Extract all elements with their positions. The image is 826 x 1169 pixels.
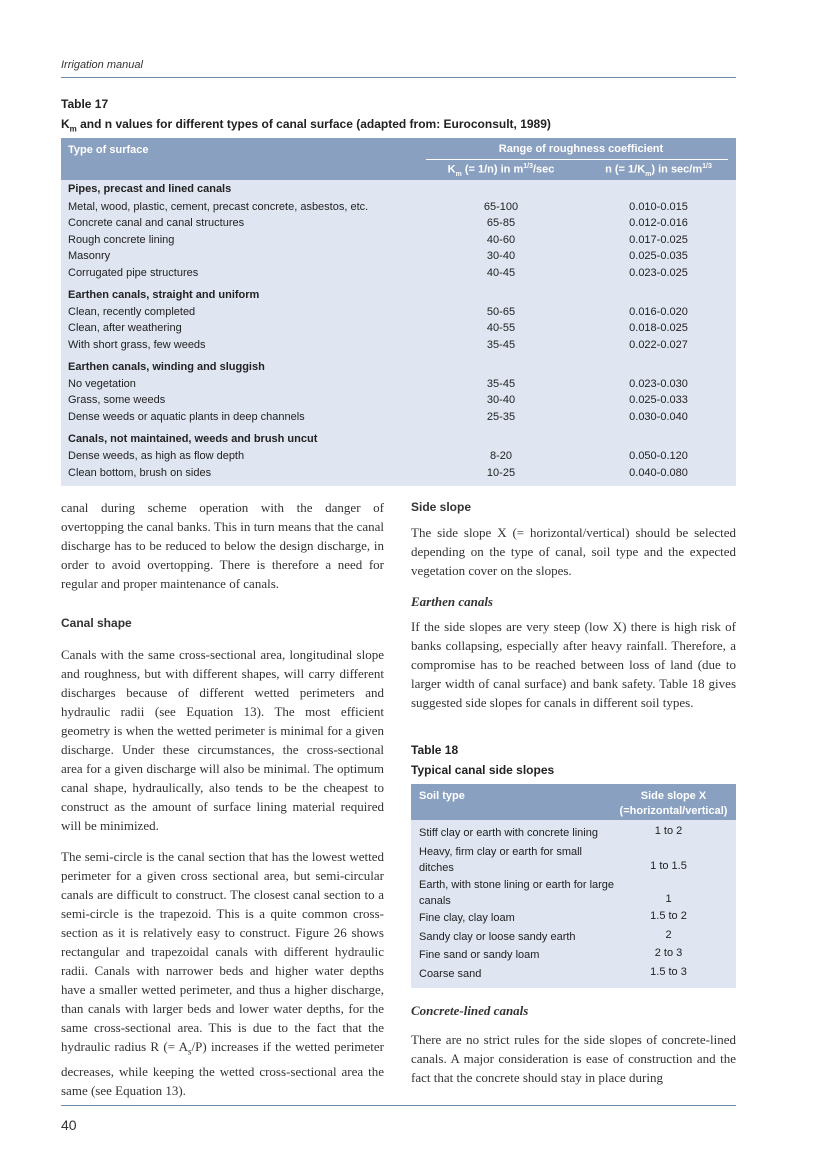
cell-n: 0.022-0.027 bbox=[629, 339, 688, 351]
table-row bbox=[61, 266, 736, 282]
table18-label: Table 18 bbox=[411, 743, 459, 757]
cell-n: 0.030-0.040 bbox=[629, 411, 688, 423]
paragraph: The side slope X (= horizontal/vertical) should be selected depending on the type of canal, soil type and the expected vegetation cover on the slopes. bbox=[411, 525, 736, 578]
cell-type: Dense weeds or aquatic plants in deep channels bbox=[68, 411, 305, 423]
group-heading: Earthen canals, straight and uniform bbox=[68, 289, 260, 301]
cell-soil: Fine sand or sandy loam bbox=[419, 949, 540, 961]
cell-n: 0.010-0.015 bbox=[629, 201, 688, 213]
cell-slope: 1 to 2 bbox=[654, 825, 683, 837]
cell-km: 30-40 bbox=[486, 250, 516, 262]
table-row bbox=[61, 216, 736, 232]
table-row bbox=[61, 393, 736, 409]
cell-type: Corrugated pipe structures bbox=[68, 267, 199, 279]
cell-n: 0.018-0.025 bbox=[629, 322, 688, 334]
cell-soil: Stiff clay or earth with concrete lining bbox=[419, 827, 598, 839]
cell-type: With short grass, few weeds bbox=[68, 339, 206, 351]
cell-n: 0.023-0.030 bbox=[629, 378, 688, 390]
table17 bbox=[61, 138, 736, 486]
cell-km: 8-20 bbox=[489, 450, 513, 462]
cell-type: Rough concrete lining bbox=[68, 234, 175, 246]
cell-km: 35-45 bbox=[486, 378, 516, 390]
group-heading: Earthen canals, winding and sluggish bbox=[68, 361, 265, 373]
cell-km: 50-65 bbox=[486, 306, 516, 318]
col-header-n: n (= $1/K_m$) in $\sec/m^{1/3}$ bbox=[605, 163, 712, 178]
section-heading-canal-shape: Canal shape bbox=[61, 616, 132, 630]
header-divider bbox=[426, 159, 728, 160]
col-header-slope: Side slope X (=horizontal/vertical) bbox=[619, 790, 728, 817]
cell-type: Masonry bbox=[68, 250, 111, 262]
cell-type: Concrete canal and canal structures bbox=[68, 217, 245, 229]
cell-soil: Earth, with stone lining or earth for large canals bbox=[419, 879, 615, 907]
cell-n: 0.012-0.016 bbox=[629, 217, 688, 229]
cell-soil: Coarse sand bbox=[419, 968, 482, 980]
cell-km: 40-60 bbox=[486, 234, 516, 246]
table-row bbox=[61, 321, 736, 337]
cell-km: 40-45 bbox=[486, 267, 516, 279]
table18 bbox=[411, 784, 736, 988]
table17-title: $K_m$ and n values for different types of canal surface (adapted from: Euroconsult, 1989) bbox=[61, 117, 551, 134]
cell-km: 35-45 bbox=[486, 339, 516, 351]
table-row bbox=[61, 466, 736, 482]
cell-km: 65-100 bbox=[483, 201, 519, 213]
table-row bbox=[61, 410, 736, 426]
table17-header bbox=[61, 138, 736, 180]
cell-soil: Sandy clay or loose sandy earth bbox=[419, 931, 576, 943]
cell-slope: 2 bbox=[665, 929, 672, 941]
footer-rule bbox=[61, 1105, 736, 1106]
paragraph: Canals with the same cross-sectional area, longitudinal slope and roughness, but with different shapes, will carry different discharges because of different wetted perimeters and hydraulic radii (see Equation 13). The most efficient geometry is when the wetted perimeter is minimal for a given discharge. Under these circumstances, the cross-sectional area for a given discharge will also be minimal. The optimum canal shape, hydraulically, also tends to be the cheapest to construct as the amount of surface lining material required will be minimized. bbox=[61, 647, 384, 833]
table18-header bbox=[411, 784, 736, 820]
page-number: 40 bbox=[61, 1117, 77, 1133]
paragraph: The semi-circle is the canal section that has the lowest wetted perimeter for a given cross sectional area, but semi-circular canals are difficult to construct. The closest canal section to a semi-circle is the trapezoid. This is a quite common cross-section as it is relatively easy to construct. Figure 26 shows rectangular and trapezoidal canals with different hydraulic radii. Canals with narrower beds and higher water depths have a smaller wetted perimeter, and thus a higher discharge, than canals with larger beds and lower water depths, for the same cross-sectional area. This is due to the fact that the hydraulic radius R (= $A_s/P$) increases if the wetted perimeter decreases, while keeping the wetted cross-sectional area the same (see Equation 13). bbox=[61, 849, 384, 1098]
cell-soil: Heavy, firm clay or earth for small ditches bbox=[419, 846, 583, 874]
right-column bbox=[411, 498, 736, 712]
cell-n: 0.025-0.035 bbox=[629, 250, 688, 262]
cell-km: 65-85 bbox=[486, 217, 516, 229]
table18-title: Typical canal side slopes bbox=[411, 763, 555, 777]
running-header: Irrigation manual bbox=[61, 59, 143, 71]
cell-km: 10-25 bbox=[486, 467, 516, 479]
paragraph: There are no strict rules for the side slopes of concrete-lined canals. A major consideration is ease of construction and the fact that the concrete should stay in place during bbox=[411, 1032, 736, 1085]
cell-type: Clean, recently completed bbox=[68, 306, 196, 318]
subheading-earthen-canals: Earthen canals bbox=[411, 594, 493, 609]
cell-slope: 1 to 1.5 bbox=[650, 860, 687, 872]
cell-type: Clean bottom, brush on sides bbox=[68, 467, 212, 479]
left-column bbox=[61, 498, 384, 1100]
cell-km: 30-40 bbox=[486, 394, 516, 406]
table-row bbox=[61, 377, 736, 393]
cell-soil: Fine clay, clay loam bbox=[419, 912, 515, 924]
cell-slope: 2 to 3 bbox=[654, 947, 683, 959]
group-heading: Pipes, precast and lined canals bbox=[68, 183, 232, 195]
cell-type: Clean, after weathering bbox=[68, 322, 182, 334]
group-heading: Canals, not maintained, weeds and brush uncut bbox=[68, 433, 318, 445]
right-column-lower bbox=[411, 1001, 736, 1087]
table-row bbox=[61, 305, 736, 321]
cell-slope: 1 bbox=[665, 893, 672, 905]
col-header-soil: Soil type bbox=[419, 790, 465, 802]
col-header-range: Range of roughness coefficient bbox=[498, 143, 664, 155]
cell-n: 0.025-0.033 bbox=[629, 394, 688, 406]
cell-km: 40-55 bbox=[486, 322, 516, 334]
cell-n: 0.017-0.025 bbox=[629, 234, 688, 246]
cell-type: No vegetation bbox=[68, 378, 136, 390]
paragraph: If the side slopes are very steep (low X) there is high risk of banks collapsing, especially after heavy rainfall. Therefore, a compromise has to be reached between loss of land (due to larger width of canal surface) and bank safety. Table 18 gives suggested side slopes for canals in different soil types. bbox=[411, 619, 736, 710]
table-row bbox=[61, 449, 736, 465]
subheading-concrete-lined: Concrete-lined canals bbox=[411, 1003, 529, 1018]
section-heading-side-slope: Side slope bbox=[411, 500, 472, 514]
table-row bbox=[61, 249, 736, 265]
paragraph: canal during scheme operation with the danger of overtopping the canal banks. This in turn means that the canal discharge has to be reduced to below the design discharge, in order to avoid overtopping. There is therefore a need for regular and proper maintenance of canals. bbox=[61, 500, 384, 591]
cell-n: 0.040-0.080 bbox=[629, 467, 688, 479]
col-header-type: Type of surface bbox=[68, 144, 149, 156]
cell-slope: 1.5 to 2 bbox=[650, 910, 687, 922]
cell-type: Dense weeds, as high as flow depth bbox=[68, 450, 245, 462]
header-rule bbox=[61, 77, 736, 78]
cell-type: Metal, wood, plastic, cement, precast concrete, asbestos, etc. bbox=[68, 201, 369, 213]
cell-n: 0.050-0.120 bbox=[629, 450, 688, 462]
cell-type: Grass, some weeds bbox=[68, 394, 166, 406]
col-header-km: $K_m$ (= 1/n) in $m^{1/3}/\sec$ bbox=[447, 163, 555, 178]
cell-km: 25-35 bbox=[486, 411, 516, 423]
cell-n: 0.023-0.025 bbox=[629, 267, 688, 279]
table-row bbox=[61, 233, 736, 249]
table-row bbox=[61, 200, 736, 216]
table17-label: Table 17 bbox=[61, 97, 109, 111]
cell-n: 0.016-0.020 bbox=[629, 306, 688, 318]
table-row bbox=[61, 338, 736, 354]
cell-slope: 1.5 to 3 bbox=[650, 966, 687, 978]
